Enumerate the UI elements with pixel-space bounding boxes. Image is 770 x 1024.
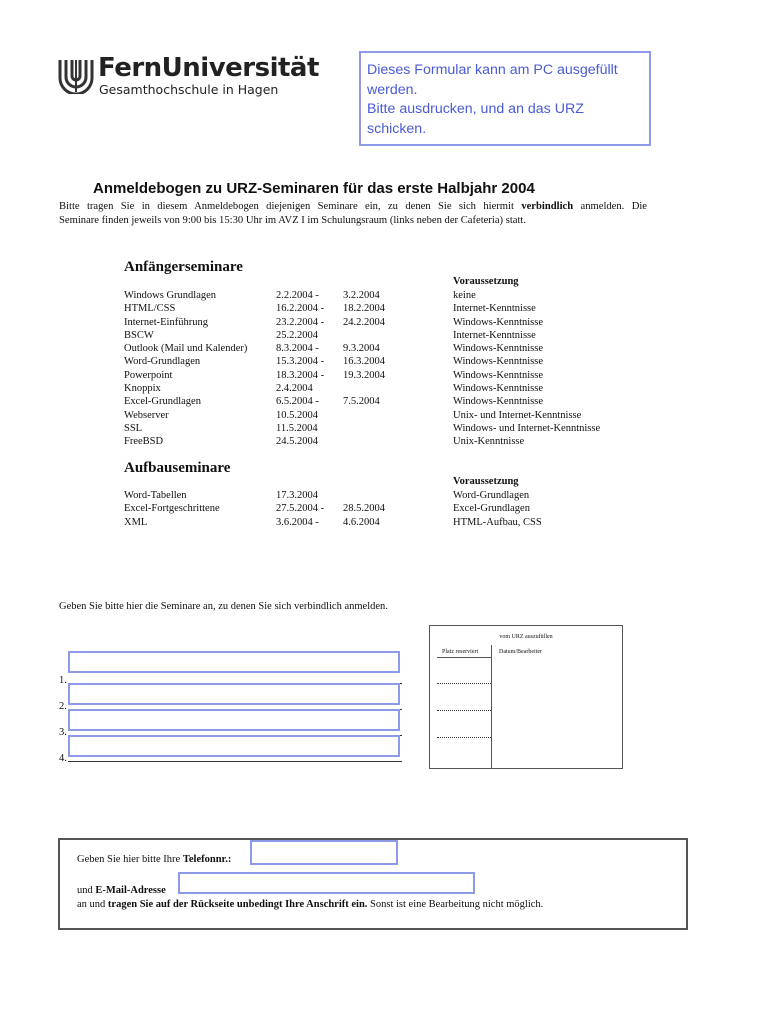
urz-row-line — [437, 683, 491, 684]
seminar-prerequisite: HTML-Aufbau, CSS — [453, 516, 542, 528]
advanced-heading: Aufbauseminare — [124, 460, 231, 476]
intro-line1-before: Bitte tragen Sie in diesem Anmeldebogen diejenigen Seminare ein, zu denen Sie sich hiermit — [59, 201, 514, 212]
seminar-prerequisite: Unix-Kenntnisse — [453, 436, 525, 448]
info-line: schicken. — [367, 120, 427, 137]
phone-input[interactable] — [250, 840, 398, 865]
address-note — [77, 899, 543, 910]
info-line: werden. — [367, 81, 418, 98]
entry-number: 3. — [59, 727, 67, 738]
intro-line1-after: anmelden. Die — [580, 201, 647, 212]
seminar-entry-field-4[interactable] — [68, 735, 400, 757]
entry-number: 4. — [59, 753, 67, 764]
email-prefix: und — [77, 885, 93, 896]
beginner-table — [124, 289, 654, 449]
seminar-row — [124, 422, 654, 435]
seminar-name: Knoppix — [124, 383, 161, 395]
intro-bold: verbindlich — [521, 201, 574, 212]
email-bold: E-Mail-Adresse — [95, 885, 166, 896]
entry-underline — [68, 761, 402, 762]
urz-office-box — [429, 625, 623, 769]
seminar-name: FreeBSD — [124, 436, 164, 448]
seminar-start-date: 27.5.2004 - — [276, 503, 325, 515]
seminar-row — [124, 329, 654, 342]
seminar-start-date: 10.5.2004 — [276, 409, 318, 421]
urz-row-line — [437, 710, 491, 711]
seminar-name: Windows Grundlagen — [124, 290, 217, 301]
seminar-start-date: 15.3.2004 - — [276, 356, 325, 368]
seminar-prerequisite: Windows- und Internet-Kenntnisse — [453, 422, 601, 434]
seminar-start-date: 3.6.2004 - — [276, 516, 319, 528]
seminar-row — [124, 435, 654, 448]
seminar-end-date: 7.5.2004 — [343, 396, 380, 408]
beginner-prereq-header: Voraussetzung — [453, 276, 519, 287]
seminar-name: Excel-Fortgeschrittene — [124, 503, 220, 515]
seminar-row — [124, 342, 654, 355]
urz-box-title: vom URZ auszufüllen — [499, 634, 553, 640]
seminar-start-date: 8.3.2004 - — [276, 343, 319, 355]
seminar-prerequisite: Word-Grundlagen — [453, 490, 530, 501]
seminar-prerequisite: Unix- und Internet-Kenntnisse — [453, 409, 582, 421]
urz-divider — [491, 645, 492, 769]
form-title: Anmeldebogen zu URZ-Seminaren für das erste Halbjahr 2004 — [93, 180, 535, 197]
seminar-row — [124, 289, 654, 302]
seminar-start-date: 24.5.2004 — [276, 436, 318, 448]
seminar-end-date: 28.5.2004 — [343, 503, 385, 515]
email-label — [77, 885, 166, 896]
form-info-box — [359, 51, 651, 146]
beginner-heading: Anfängerseminare — [124, 259, 243, 275]
seminar-end-date — [343, 422, 453, 435]
seminar-name: Word-Tabellen — [124, 490, 187, 501]
seminar-name: HTML/CSS — [124, 303, 176, 315]
info-line: Dieses Formular kann am PC ausgefüllt — [367, 62, 618, 78]
address-bold: tragen Sie auf der Rückseite unbedingt Ihre Anschrift ein. — [107, 899, 368, 910]
info-line: Bitte ausdrucken, und an das URZ — [367, 101, 584, 117]
seminar-prerequisite: Internet-Kenntnisse — [453, 303, 536, 315]
seminar-prerequisite: Windows-Kenntnisse — [453, 369, 543, 381]
email-input[interactable] — [178, 872, 475, 894]
seminar-start-date: 18.3.2004 - — [276, 369, 325, 381]
seminar-start-date: 2.4.2004 — [276, 383, 313, 395]
seminar-start-date: 23.2.2004 - — [276, 316, 325, 328]
seminar-end-date: 4.6.2004 — [343, 516, 380, 528]
phone-prefix: Geben Sie hier bitte Ihre — [77, 854, 181, 865]
seminar-start-date: 6.5.2004 - — [276, 396, 319, 408]
seminar-name: XML — [124, 516, 148, 528]
urz-row-line — [437, 737, 491, 738]
seminar-end-date — [343, 489, 453, 502]
entry-number: 2. — [59, 701, 67, 712]
seminar-end-date: 24.2.2004 — [343, 316, 385, 328]
seminar-name: Excel-Grundlagen — [124, 396, 201, 408]
seminar-name: Word-Grundlagen — [124, 356, 201, 368]
address-prefix: an und — [77, 899, 106, 910]
seminar-end-date: 16.3.2004 — [343, 356, 385, 368]
seminar-name: Webserver — [124, 409, 169, 421]
seminar-name: Internet-Einführung — [124, 316, 208, 328]
seminar-entry-field-3[interactable] — [68, 709, 400, 731]
seminar-row — [124, 382, 654, 395]
university-logo-icon — [56, 56, 96, 94]
seminar-name: BSCW — [124, 329, 154, 341]
urz-col-reserved: Platz reserviert — [442, 649, 479, 655]
advanced-table — [124, 489, 654, 529]
seminar-end-date: 9.3.2004 — [343, 343, 380, 355]
seminar-start-date: 25.2.2004 — [276, 329, 318, 341]
seminar-name: Outlook (Mail und Kalender) — [124, 343, 248, 355]
seminar-end-date — [343, 435, 453, 448]
phone-bold: Telefonnr.: — [182, 854, 232, 865]
phone-label — [77, 854, 231, 865]
seminar-row — [124, 355, 654, 368]
contact-box — [58, 838, 688, 930]
seminar-prerequisite: Internet-Kenntnisse — [453, 329, 536, 341]
seminar-start-date: 17.3.2004 — [276, 490, 318, 501]
seminar-end-date — [343, 382, 453, 395]
seminar-prerequisite: Windows-Kenntnisse — [453, 383, 543, 395]
address-suffix: Sonst ist eine Bearbeitung nicht möglich. — [370, 899, 544, 910]
seminar-row — [124, 489, 654, 502]
seminar-row — [124, 369, 654, 382]
seminar-end-date: 19.3.2004 — [343, 369, 385, 381]
intro-line2: Seminare finden jeweils von 9:00 bis 15:30 Uhr im AVZ I im Schulungsraum (links neben der Cafeteria) statt. — [59, 215, 527, 226]
seminar-end-date: 18.2.2004 — [343, 303, 385, 315]
seminar-prerequisite: Windows-Kenntnisse — [453, 356, 543, 368]
seminar-prerequisite: keine — [453, 290, 476, 301]
seminar-entry-field-1[interactable] — [68, 651, 400, 673]
urz-divider — [437, 657, 491, 658]
urz-col-date: Datum/Bearbeiter — [499, 649, 542, 655]
seminar-end-date — [343, 409, 453, 422]
seminar-row — [124, 502, 654, 515]
seminar-row — [124, 516, 654, 529]
seminar-start-date: 11.5.2004 — [276, 422, 318, 434]
seminar-row — [124, 302, 654, 315]
seminar-entry-field-2[interactable] — [68, 683, 400, 705]
seminar-end-date — [343, 329, 453, 342]
logo-subtitle: Gesamthochschule in Hagen — [99, 82, 279, 97]
intro-text — [59, 200, 647, 228]
registration-prompt: Geben Sie bitte hier die Seminare an, zu denen Sie sich verbindlich anmelden. — [59, 601, 388, 612]
seminar-row — [124, 316, 654, 329]
seminar-row — [124, 395, 654, 408]
entry-number: 1. — [59, 675, 67, 686]
seminar-prerequisite: Windows-Kenntnisse — [453, 396, 543, 408]
seminar-name: Powerpoint — [124, 369, 173, 381]
seminar-prerequisite: Windows-Kenntnisse — [453, 316, 543, 328]
seminar-prerequisite: Windows-Kenntnisse — [453, 343, 543, 355]
advanced-prereq-header: Voraussetzung — [453, 476, 519, 487]
seminar-prerequisite: Excel-Grundlagen — [453, 503, 530, 515]
seminar-end-date: 3.2.2004 — [343, 290, 380, 301]
seminar-start-date: 2.2.2004 - — [276, 290, 319, 301]
logo-name: FernUniversität — [98, 53, 319, 83]
seminar-row — [124, 409, 654, 422]
seminar-start-date: 16.2.2004 - — [276, 303, 325, 315]
seminar-name: SSL — [124, 422, 143, 434]
